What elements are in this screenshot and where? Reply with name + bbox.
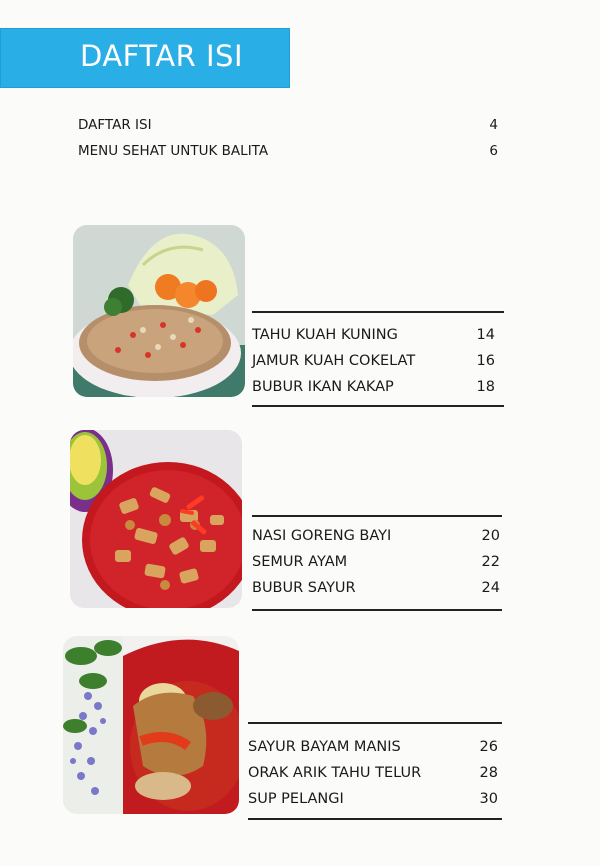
food-photo-bayam-bowl — [63, 636, 239, 814]
section-list — [252, 325, 495, 405]
title-banner — [0, 28, 290, 88]
toc-entry-page: 30 — [479, 791, 498, 807]
toc-entry-page: 18 — [476, 379, 495, 395]
toc-entry-page: 16 — [476, 353, 495, 369]
toc-entry-page: 22 — [481, 554, 500, 570]
toc-entry-page: 20 — [481, 528, 500, 544]
section-rule-top — [252, 311, 504, 313]
toc-entry-page: 14 — [476, 327, 495, 343]
toc-entry-label: SAYUR BAYAM MANIS — [248, 739, 401, 755]
toc-entry-label: ORAK ARIK TAHU TELUR — [248, 765, 422, 781]
toc-entry-label: NASI GORENG BAYI — [252, 528, 392, 544]
section-rule-top — [248, 722, 502, 724]
page-title: DAFTAR ISI — [80, 39, 244, 73]
toc-entry-page: 4 — [489, 117, 498, 133]
toc-entry-label: MENU SEHAT UNTUK BALITA — [78, 143, 269, 159]
food-photo-red-plate — [70, 430, 242, 608]
toc-entry-label: BUBUR SAYUR — [252, 580, 356, 596]
section-list — [252, 526, 500, 606]
section-rule-top — [252, 515, 502, 517]
section-rule-bottom — [248, 818, 502, 820]
section-rule-bottom — [252, 405, 504, 407]
toc-entry-page: 6 — [489, 143, 498, 159]
toc-entry-label: JAMUR KUAH COKELAT — [252, 353, 416, 369]
toc-entry-label: SEMUR AYAM — [252, 554, 348, 570]
section-rule-bottom — [252, 609, 502, 611]
toc-entry-page: 28 — [479, 765, 498, 781]
section-list — [248, 737, 498, 817]
food-photo-tahu-bowl — [73, 225, 245, 397]
toc-entry-label: SUP PELANGI — [248, 791, 344, 807]
toc-entry-label: BUBUR IKAN KAKAP — [252, 379, 394, 395]
toc-entry-label: DAFTAR ISI — [78, 117, 152, 133]
toc-entry-label: TAHU KUAH KUNING — [252, 327, 398, 343]
toc-entry-page: 24 — [481, 580, 500, 596]
toc-entry-page: 26 — [479, 739, 498, 755]
